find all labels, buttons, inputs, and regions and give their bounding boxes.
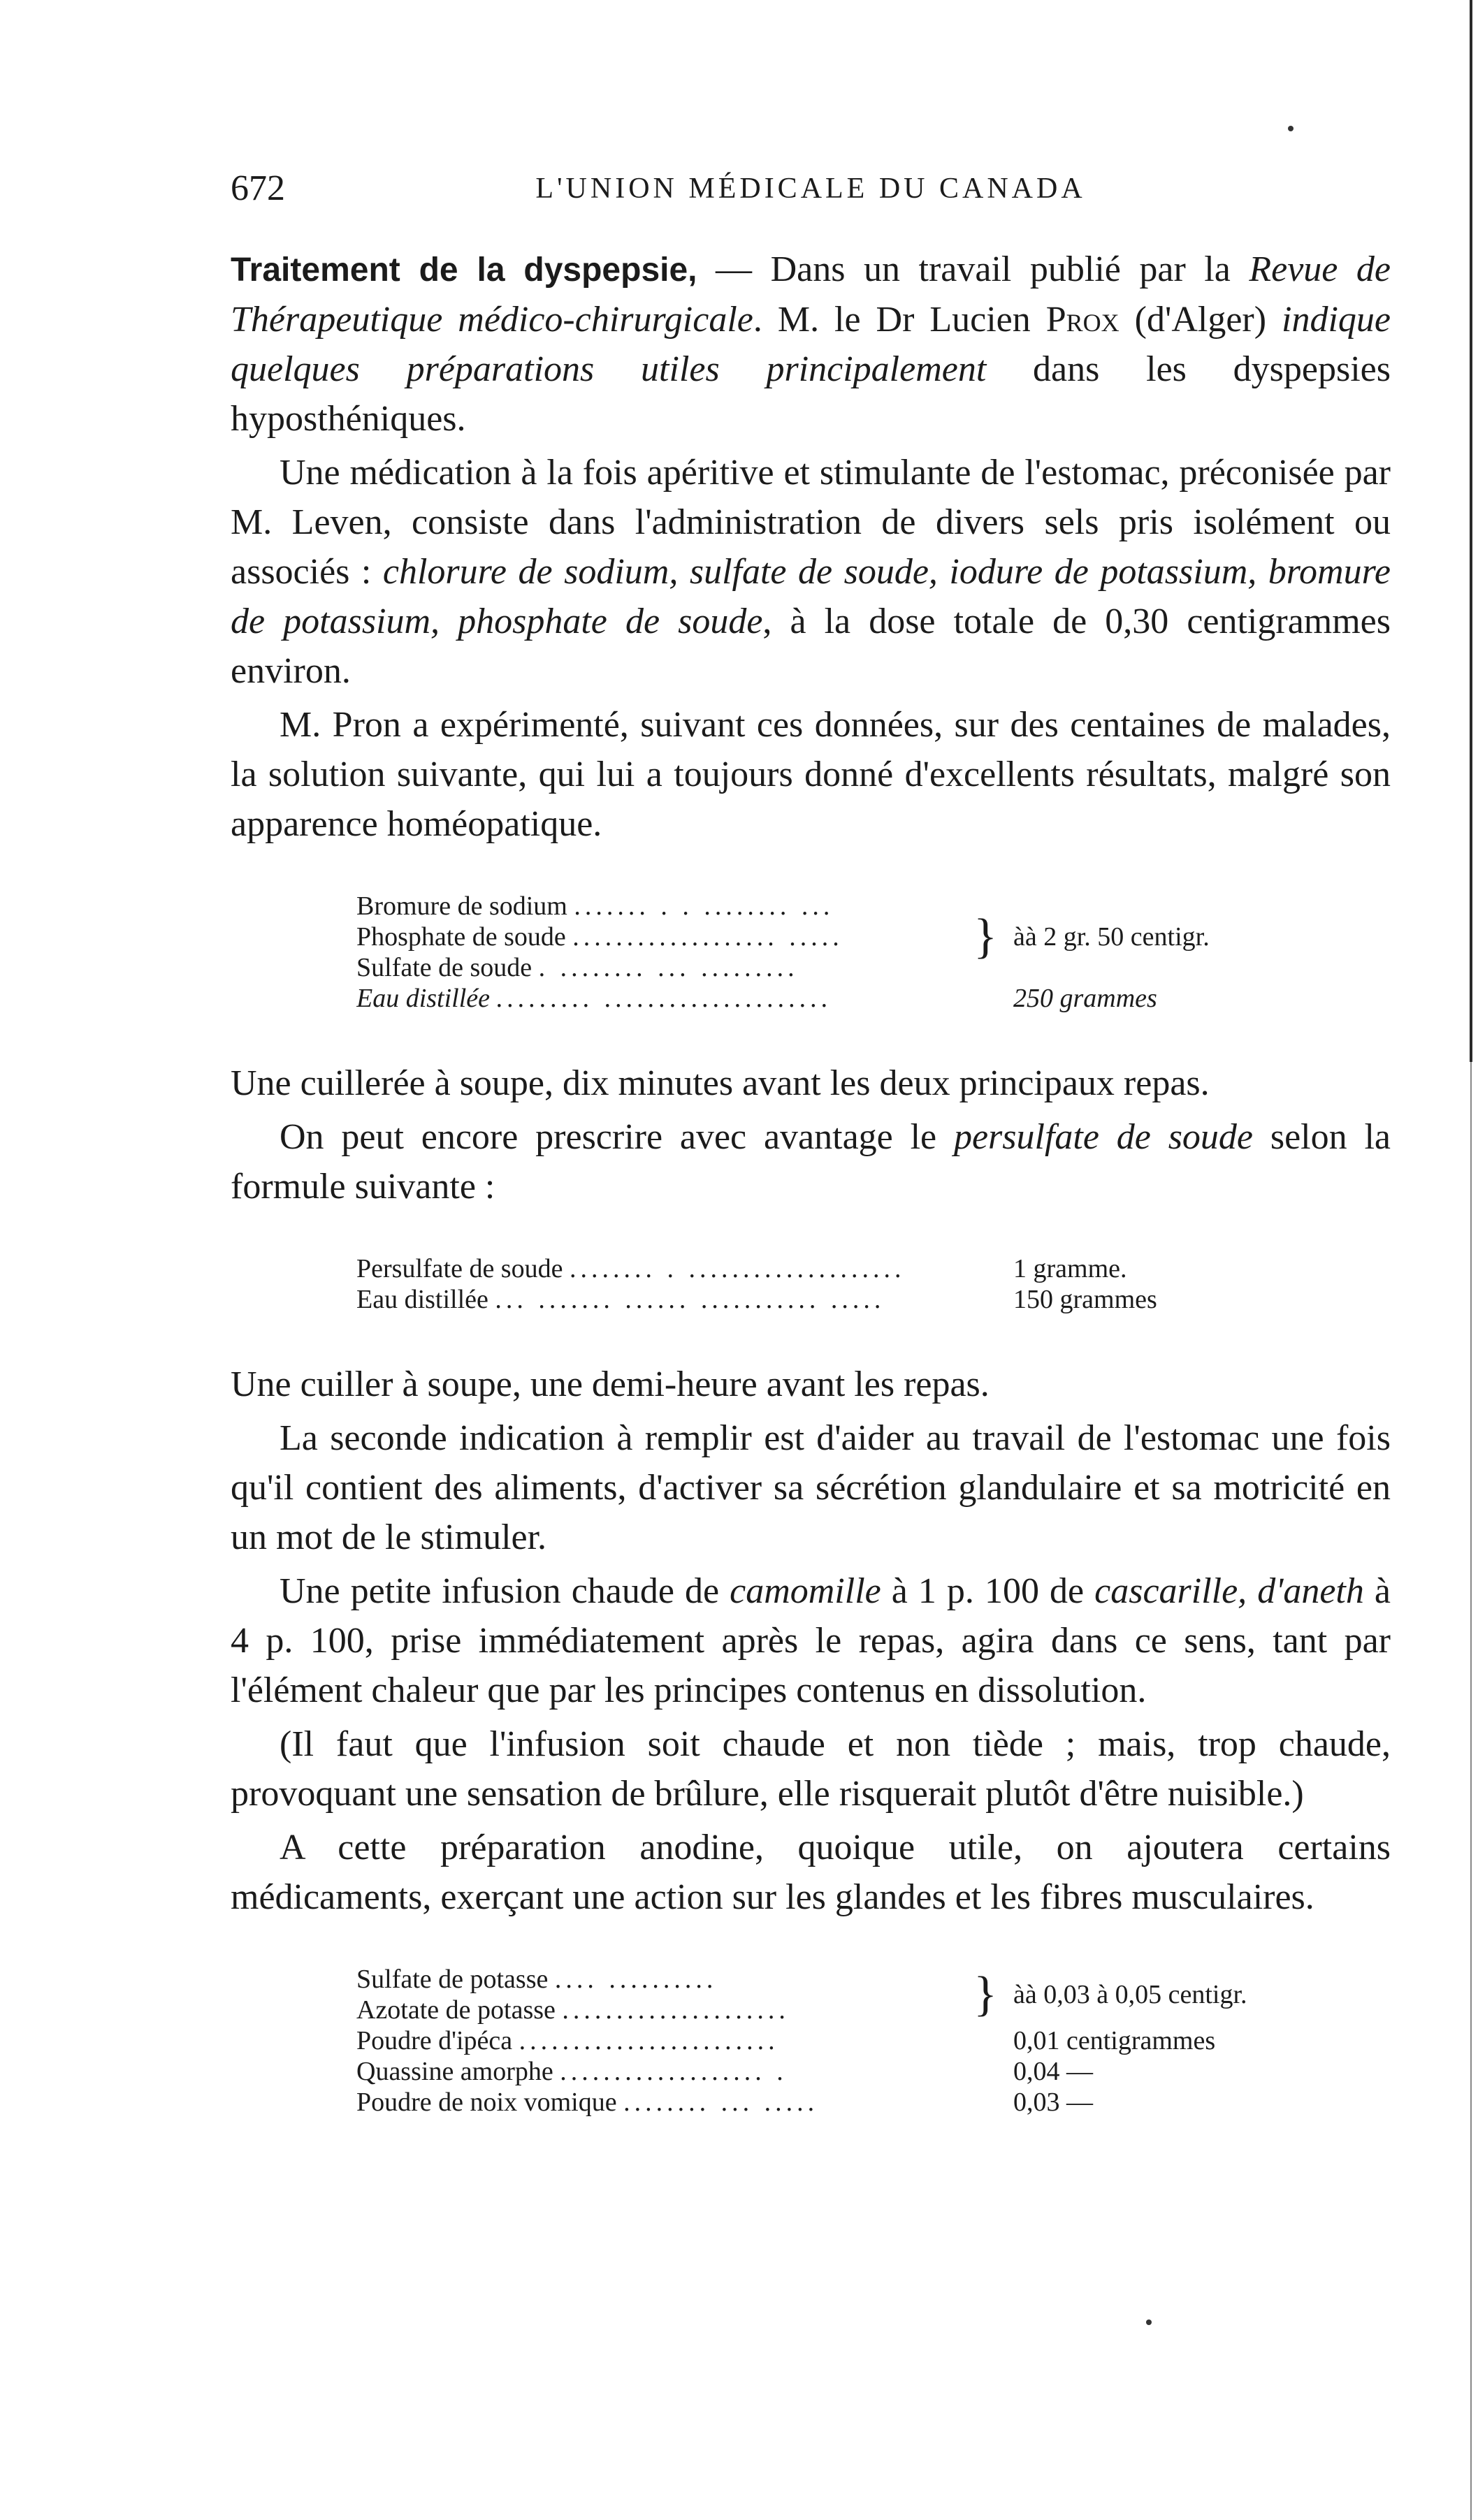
prescription-dose: 0,04 — — [1013, 2057, 1093, 2086]
prescription-dose: 1 gramme. — [1013, 1254, 1127, 1283]
prescription-dose: 0,01 centigrammes — [1013, 2026, 1216, 2055]
article-body — [231, 245, 1391, 2162]
prescription-row: Bromure de sodium ....... . . ........ ... } àà 2 gr. 50 centigr. — [356, 891, 1210, 922]
prescription-dose: 0,03 — — [1013, 2088, 1093, 2117]
prescription-row: Eau distillée ......... ..................... 250 grammes — [356, 983, 1210, 1014]
paragraph-medicaments: A cette préparation anodine, quoique utile, on ajoutera certains médicaments, exerçant une action sur les glandes et les fibres musculaires. — [231, 1828, 1391, 1917]
prescription-row: Eau distillée ... ....... ...... ........... ..... 150 grammes — [356, 1285, 1157, 1314]
prescription-row: Quassine amorphe ................... . 0,04 — — [356, 2056, 1247, 2087]
paragraph-dosage-1: Une cuillerée à soupe, dix minutes avant les deux principaux repas. — [231, 1063, 1210, 1103]
journal-reference: Revue de Thérapeutique médico-chirurgicale — [231, 249, 1391, 340]
prescription-row: Poudre de noix vomique ........ ... ..... 0,03 — — [356, 2087, 1247, 2118]
prescription-1 — [231, 891, 1391, 1014]
prescription-dose: 250 grammes — [1013, 984, 1157, 1013]
article-title: Traitement de la dyspepsie, — [231, 252, 697, 289]
paragraph-second-indication: La seconde indication à remplir est d'aider au travail de l'estomac une fois qu'il contient des aliments, d'activer sa sécrétion glandulaire et sa motricité en un mot de le stimuler. — [231, 1418, 1391, 1557]
scan-speck — [1288, 126, 1294, 131]
page-number: 672 — [231, 168, 285, 208]
author-name: Prox — [1045, 300, 1120, 340]
prescription-row: Sulfate de soude . ........ ... ......... — [356, 953, 799, 982]
prescription-row: Sulfate de potasse .... .......... } àà 0,03 à 0,05 centigr. — [356, 1964, 1247, 1995]
scan-edge-line-lower — [1470, 1062, 1472, 2520]
paragraph-leven: Une médication à la fois apéritive et stimulante de l'estomac, préconisée par M. Leven, consiste dans l'administration de divers sels pris isolément ou associés : chlorure de sodium, sulfate de soude, iodure de potassium, bromure de potassium, phosphate de soude, à la dose totale de 0,30 centigrammes environ. — [231, 453, 1391, 691]
brace: } — [973, 910, 997, 963]
journal-title: L'UNION MÉDICALE DU CANADA — [535, 173, 1086, 205]
prescription-3 — [231, 1964, 1391, 2118]
prescription-row: Azotate de potasse ..................... — [356, 1995, 790, 2025]
paragraph-persulfate: On peut encore prescrire avec avantage le persulfate de soude selon la formule suivante : — [231, 1117, 1391, 1207]
prescription-dose: 150 grammes — [1013, 1285, 1157, 1314]
paragraph-dosage-2: Une cuiller à soupe, une demi-heure avant les repas. — [231, 1364, 990, 1404]
prescription-row: Persulfate de soude ........ . .................... 1 gramme. — [356, 1253, 1157, 1284]
prescription-dose: àà 0,03 à 0,05 centigr. — [1013, 1980, 1247, 2009]
scan-edge-line — [1470, 0, 1472, 1062]
running-head — [231, 168, 1391, 217]
prescription-row: Phosphate de soude ................... ..... — [356, 922, 843, 952]
prescription-2 — [231, 1253, 1391, 1315]
scan-speck — [1146, 2319, 1152, 2325]
paragraph-pron: M. Pron a expérimenté, suivant ces données, sur des centaines de malades, la solution suivante, qui lui a toujours donné d'excellents résultats, malgré son apparence homéopatique. — [231, 705, 1391, 844]
prescription-row: Poudre d'ipéca ........................ 0,01 centigrammes — [356, 2025, 1247, 2056]
salts-list: chlorure de sodium, sulfate de soude, iodure de potassium, bromure de potassium, phosphate de soude — [231, 552, 1391, 641]
paragraph-infusion: Une petite infusion chaude de camomille à 1 p. 100 de cascarille, d'aneth à 4 p. 100, prise immédiatement après le repas, agira dans ce sens, tant par l'élément chaleur que par les principes contenus en dissolution. — [231, 1571, 1391, 1710]
brace: } — [973, 1967, 997, 2021]
paragraph-intro: Traitement de la dyspepsie, — Dans un travail publié par la Revue de Thérapeutique médico-chirurgicale. M. le Dr Lucien Prox (d'Alger) indique quelques préparations utiles principalement dans les dyspepsies hyposthéniques. — [231, 249, 1391, 439]
prescription-dose: àà 2 gr. 50 centigr. — [1013, 922, 1210, 952]
paragraph-note: (Il faut que l'infusion soit chaude et non tiède ; mais, trop chaude, provoquant une sensation de brûlure, elle risquerait plutôt d'être nuisible.) — [231, 1724, 1391, 1814]
